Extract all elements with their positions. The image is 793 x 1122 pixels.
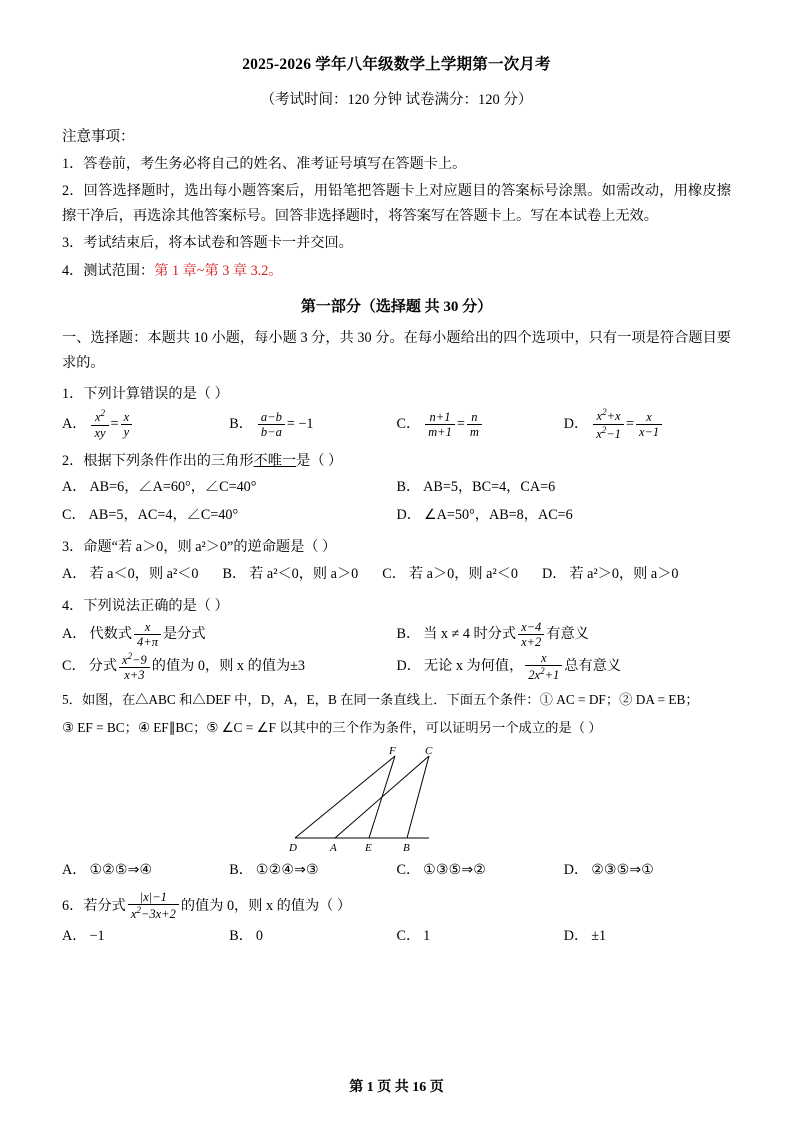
option-label: D． [541,565,567,582]
option-text: 若 a²＞0，则 a＞0 [569,565,679,582]
option-text: 若 a²＜0，则 a＞0 [249,565,359,582]
option-label: D． [563,416,589,433]
question-5-figure [277,746,517,854]
option-label: D． [396,506,421,523]
fraction: $\frac{x-4}{x+2}$ [518,620,544,649]
question-6-options [62,924,731,950]
section-instruction: 一、选择题：本题共 10 小题，每小题 3 分，共 30 分。在每小题给出的四个选项中，只有一项是符合题目要求的。 [62,330,731,371]
option-text-pre: 分式 [88,658,118,675]
option-text: ±1 [591,927,607,944]
footer-prefix: 第 [349,1080,364,1095]
question-3-stem: 3．命题“若 a＞0，则 a²＞0”的逆命题是（ ） [62,539,337,556]
option-text-pre: 无论 x 为何值， [423,658,524,675]
option-label: B． [396,479,421,496]
triangle-diagram-svg [277,746,517,854]
option-text: ①③⑤⇒② [423,861,486,878]
option-text: ②③⑤⇒① [591,861,654,878]
option-label: D． [396,658,421,675]
option-text: 若 a＜0，则 a²＜0 [89,565,199,582]
question-3-options [62,562,731,588]
fraction: $\frac{n+1}{m+1}$ [425,410,455,439]
option-3-A[interactable] [62,562,199,588]
option-text: AB=5，BC=4，CA=6 [423,479,556,496]
option-2-A[interactable] [62,475,397,501]
figure-label-C: C [424,745,432,757]
question-4-options-row1 [62,621,731,650]
option-4-B[interactable] [397,621,732,650]
footer-page-number: 1 [366,1080,374,1095]
question-5-stem-line1: 5．如图，在△ABC 和△DEF 中，D，A，E，B 在同一条直线上．下面五个条件：① AC = DF；② DA = EB； [62,691,699,707]
option-6-D[interactable] [564,924,731,950]
exam-subtitle: （考试时间：120 分钟 试卷满分：120 分） [260,92,533,108]
option-text-post: 总有意义 [564,658,622,675]
option-text-post: 是分式 [162,626,206,643]
option-6-B[interactable] [229,924,396,950]
question-1-stem: 1．下列计算错误的是（ ） [62,385,229,402]
notice-heading: 注意事项： [62,129,135,145]
fraction: $\frac{x}{x-1}$ [636,410,662,439]
figure-label-A: A [329,841,337,854]
fraction: $\frac{x^2}{xy}$ [91,408,108,439]
option-5-D[interactable] [564,858,731,884]
fraction: $\frac{a-b}{b-a}$ [258,410,285,439]
option-text: AB=6，∠A=60°，∠C=40° [89,479,257,496]
option-3-D[interactable] [542,562,679,588]
option-text-pre: 代数式 [89,626,133,643]
option-text: 若 a＞0，则 a²＜0 [408,565,518,582]
question-4-stem: 4．下列说法正确的是（ ） [62,598,229,615]
option-text: 0 [255,927,263,944]
option-label: C． [62,658,86,675]
option-label: C． [396,861,421,878]
option-label: C． [396,416,421,433]
fraction: $\frac{x}{4+\pi}$ [134,620,161,649]
question-1-options [62,408,731,441]
option-text-post: 有意义 [546,626,589,643]
option-label: A． [62,479,87,496]
option-label: C． [62,506,86,523]
figure-label-D: D [288,841,297,854]
question-5-options [62,858,731,884]
page-footer [0,1076,793,1096]
option-label: A． [62,416,87,433]
option-text: ∠A=50°，AB=8，AC=6 [423,506,573,523]
question-5-stem-line2: ③ EF = BC；④ EF∥BC；⑤ ∠C = ∠F 以其中的三个作为条件，可以证明另一个成立的是（ ） [62,720,602,736]
question-2-options-row1 [62,475,731,501]
option-label: A． [62,861,87,878]
question-6-stem [62,891,731,922]
option-label: C． [382,565,406,582]
option-label: A． [62,565,87,582]
notice-item-3: 3．考试结束后，将本试卷和答题卡一并交回。 [62,235,353,252]
option-5-B[interactable] [229,858,396,884]
fraction: $\frac{x^2-9}{x+3}$ [119,651,150,682]
option-label: B． [222,565,247,582]
option-2-D[interactable] [397,503,732,529]
question-2-options-row2 [62,503,731,529]
footer-suffix: 页 [429,1080,444,1095]
question-6-stem-post: 的值为 0，则 x 的值为（ ） [180,897,352,914]
option-1-D[interactable]: D． $\frac{x^2+x}{x^2-1}$ = $\frac{x}{x-1}$ [564,408,731,441]
option-3-C[interactable] [382,562,518,588]
fraction: $\frac{|x|-1}{x^2-3x+2}$ [128,890,179,921]
option-6-A[interactable] [62,924,229,950]
option-1-A[interactable]: A． $\frac{x^2}{xy}$ = $\frac{x}{y}$ [62,408,229,441]
page-title: 2025-2026 学年八年级数学上学期第一次月考 [242,56,551,73]
fraction: $\frac{n}{m}$ [467,410,482,439]
option-text: ①②⑤⇒④ [89,861,153,878]
option-1-C[interactable]: C． $\frac{n+1}{m+1}$ = $\frac{n}{m}$ [397,408,564,441]
option-2-C[interactable] [62,503,397,529]
fraction: $\frac{x}{y}$ [121,410,133,439]
option-4-C[interactable] [62,652,397,683]
notice-item-2: 2．回答选择题时，选出每小题答案后，用铅笔把答题卡上对应题目的答案标号涂黑。如需改动，用橡皮擦擦干净后，再选涂其他答案标号。回答非选择题时，将答案写在答题卡上。写在本试卷上无效。 [62,183,731,224]
option-4-D[interactable] [397,652,732,683]
option-5-C[interactable] [397,858,564,884]
notice-item-4-range: 第 1 章~第 3 章 3.2。 [154,262,283,279]
footer-mid: 页 共 [377,1080,409,1095]
option-label: B． [229,861,253,878]
option-2-B[interactable] [397,475,732,501]
notice-item-4 [62,259,731,283]
question-6-stem-pre: 6．若分式 [62,897,126,914]
option-label: A． [62,626,87,643]
option-label: B． [229,927,253,944]
fraction: $\frac{x}{2x^2+1}$ [525,651,562,682]
question-2-stem: 2．根据下列条件作出的三角形不唯一是（ ） [62,452,343,469]
option-text: 1 [423,927,431,944]
option-5-A[interactable] [62,858,229,884]
notice-item-4-prefix: 4．测试范围： [62,262,155,279]
option-label: D． [563,861,589,878]
option-label: D． [563,927,589,944]
option-label: B． [396,626,421,643]
option-label: C． [396,927,421,944]
option-text-post: 的值为 0，则 x 的值为±3 [151,658,306,675]
fraction: $\frac{x^2+x}{x^2-1}$ [593,407,624,440]
option-label: A． [62,927,87,944]
option-text-pre: 当 x ≠ 4 时分式 [423,626,517,643]
figure-label-B: B [402,841,410,854]
option-text: AB=5，AC=4，∠C=40° [88,506,239,523]
option-1-B[interactable]: B． $\frac{a-b}{b-a}$ = −1 [229,409,314,439]
option-label: B． [229,416,253,433]
option-4-A[interactable] [62,621,397,650]
question-4-options-row2 [62,652,731,683]
option-3-B[interactable] [223,562,359,588]
footer-total-pages: 16 [412,1080,427,1095]
section-title: 第一部分（选择题 共 30 分） [300,299,493,316]
option-text: ①②④⇒③ [255,861,319,878]
notice-item-1: 1．答卷前，考生务必将自己的姓名、准考证号填写在答题卡上。 [62,156,467,172]
figure-label-E: E [364,841,372,854]
figure-label-F: F [388,745,396,757]
option-6-C[interactable] [397,924,564,950]
option-text: −1 [89,927,105,944]
